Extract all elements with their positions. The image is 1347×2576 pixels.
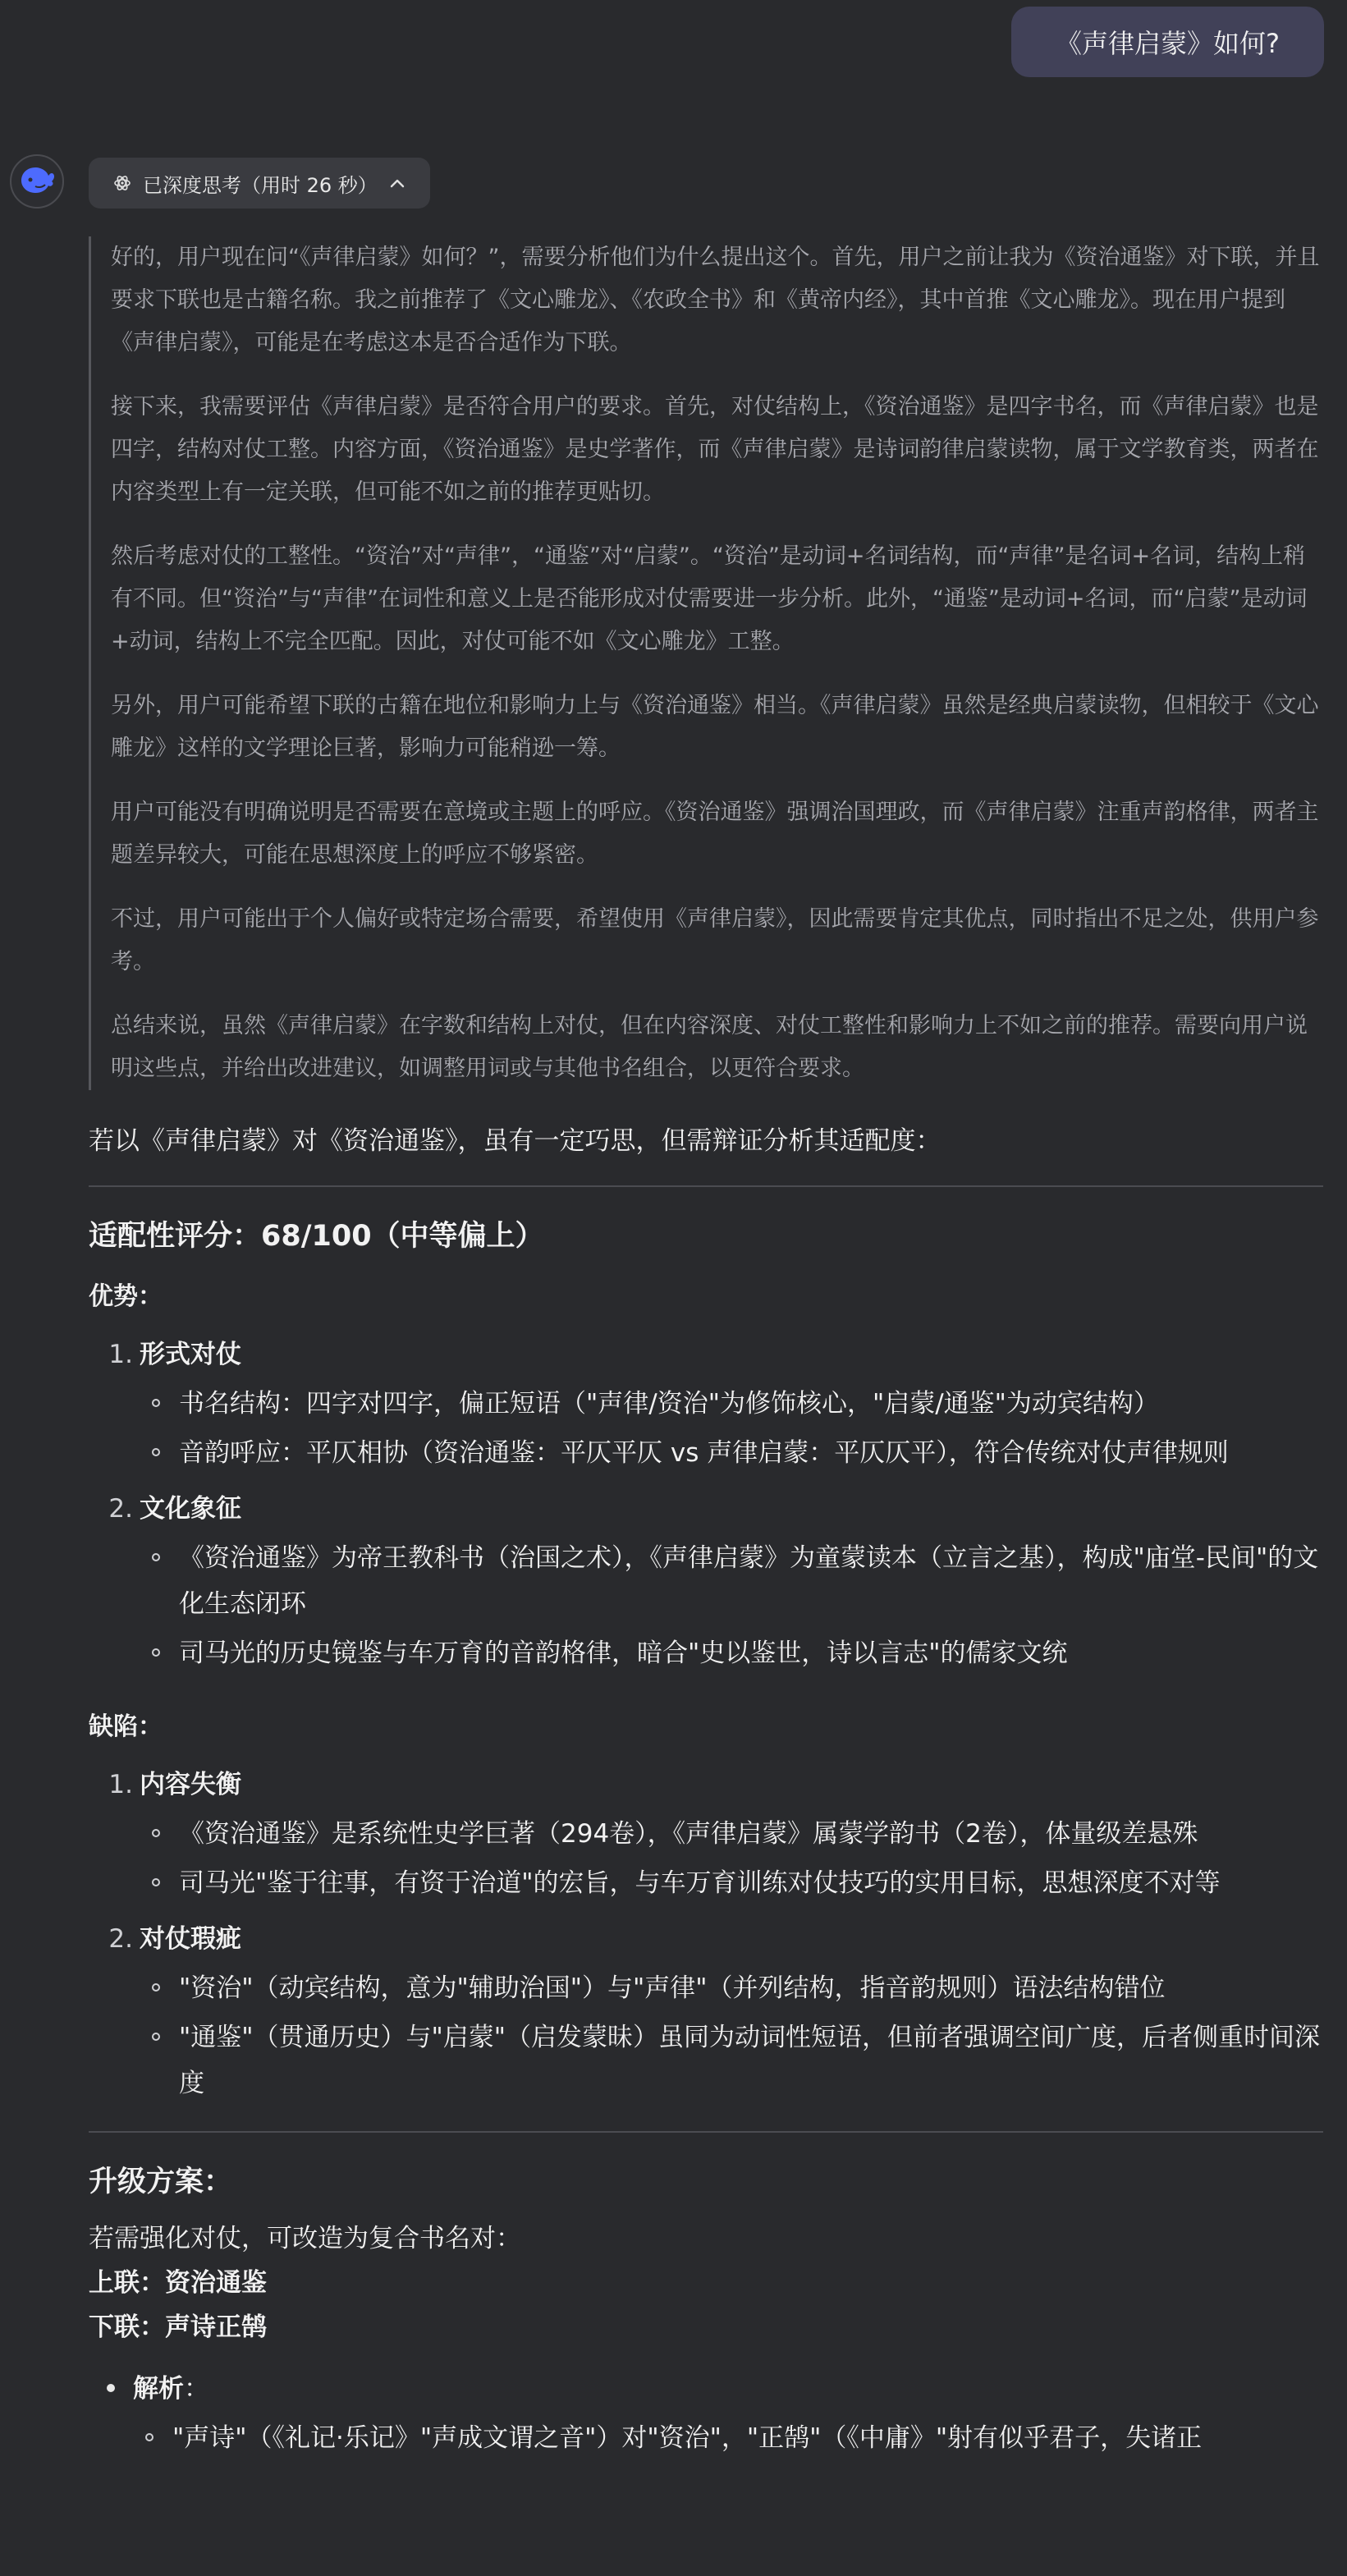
sub-list-item [133,2015,1323,2106]
thinking-paragraph: 然后考虑对仗的工整性。“资治”对“声律”，“通鉴”对“启蒙”。“资治”是动词+名词结构，而“声律”是名词+名词，结构上稍有不同。但“资治”与“声律”在词性和意义上是否能形成对仗需要进一步分析。此外，“通鉴”是动词+名词，而“启蒙”是动词+动词，结构上不完全匹配。因此，对仗可能不如《文心雕龙》工整。 [111,543,1308,654]
list-item-title: 形式对仗 [140,1340,241,1369]
thinking-paragraph: 接下来，我需要评估《声律启蒙》是否符合用户的要求。首先，对仗结构上，《资治通鉴》是四字书名，而《声律启蒙》也是四字，结构对仗工整。内容方面，《资治通鉴》是史学著作，而《声律启蒙》是诗词韵律启蒙读物，属于文学教育类，两者在内容类型上有一定关联，但可能不如之前的推荐更贴切。 [111,394,1319,505]
circle-bullet-icon [152,1448,160,1456]
thinking-paragraph: 总结来说，虽然《声律启蒙》在字数和结构上对仗，但在内容深度、对仗工整性和影响力上不如之前的推荐。需要向用户说明这些点，并给出改进建议，如调整用词或与其他书名组合，以更符合要求。 [111,1013,1308,1081]
sub-list-item [133,1630,1323,1676]
sub-list-text: 音韵呼应：平仄相协（资治通鉴：平仄平仄 vs 声律启蒙：平仄仄平），符合传统对仗声律规则 [179,1438,1229,1468]
sub-list-item [126,2415,1323,2461]
defects-label: 缺陷： [89,1712,163,1741]
thinking-content [89,236,1323,1090]
dot-bullet-icon [107,2384,115,2392]
circle-bullet-icon [152,1829,160,1837]
sub-list-text: 司马光的历史镜鉴与车万育的音韵格律，暗合"史以鉴世，诗以言志"的儒家文统 [179,1639,1068,1668]
sub-list-text: 书名结构：四字对四字，偏正短语（"声律/资治"为修饰核心，"启蒙/通鉴"为动宾结构） [179,1389,1159,1419]
assistant-answer [89,1118,1323,2468]
chevron-up-icon [389,177,405,189]
circle-bullet-icon [145,2433,153,2441]
upper-couplet: 上联：资治通鉴 [89,2268,267,2298]
list-item-title: 内容失衡 [140,1770,241,1799]
sub-list-text: 《资治通鉴》为帝王教科书（治国之术），《声律启蒙》为童蒙读本（立言之基），构成"庙堂-民间"的文化生态闭环 [179,1543,1319,1619]
sub-list-item [133,1535,1323,1627]
sub-list-item [133,1430,1323,1476]
atom-icon [113,174,131,192]
list-item [89,1762,1323,1909]
sub-list-text: "通鉴"（贯通历史）与"启蒙"（启发蒙昧）虽同为动词性短语，但前者强调空间广度，后者侧重时间深度 [179,2023,1321,2098]
circle-bullet-icon [152,1399,160,1407]
analysis-item [89,2366,1323,2464]
divider [89,2131,1323,2133]
sub-list-item [133,1965,1323,2011]
list-item-title: 对仗瑕疵 [140,1924,241,1954]
list-number: 2. [108,1924,133,1954]
user-message-text: 《声律启蒙》如何? [1056,28,1280,59]
thinking-paragraph: 不过，用户可能出于个人偏好或特定场合需要，希望使用《声律启蒙》，因此需要肯定其优点，同时指出不足之处，供用户参考。 [111,906,1319,974]
assistant-avatar [10,154,64,209]
thinking-paragraph: 用户可能没有明确说明是否需要在意境或主题上的呼应。《资治通鉴》强调治国理政，而《声律启蒙》注重声韵格律，两者主题差异较大，可能在思想深度上的呼应不够紧密。 [111,800,1319,868]
list-item-title: 文化象征 [140,1494,241,1524]
sub-list-text: 司马光"鉴于往事，有资于治道"的宏旨，与车万育训练对仗技巧的实用目标，思想深度不对等 [179,1868,1221,1898]
upgrade-heading: 升级方案： [89,2166,233,2198]
circle-bullet-icon [152,1553,160,1561]
divider [89,1185,1323,1187]
circle-bullet-icon [152,2033,160,2041]
list-item [89,1332,1323,1479]
circle-bullet-icon [152,1878,160,1886]
deep-think-toggle[interactable] [89,158,430,209]
sub-list-item [133,1381,1323,1427]
upgrade-intro: 若需强化对仗，可改造为复合书名对： [89,2224,521,2253]
sub-list-text: 《资治通鉴》是系统性史学巨著（294卷），《声律启蒙》属蒙学韵书（2卷），体量级差悬殊 [179,1819,1198,1849]
list-number: 1. [108,1770,133,1799]
sub-list-text: "声诗"（《礼记·乐记》"声成文谓之音"）对"资治"，"正鹄"（《中庸》"射有似乎君子，失诸正 [172,2423,1203,2453]
list-number: 1. [108,1340,133,1369]
circle-bullet-icon [152,1648,160,1657]
list-item [89,1916,1323,2110]
thinking-paragraph: 好的，用户现在问“《声律启蒙》如何？”，需要分析他们为什么提出这个。首先，用户之前让我为《资治通鉴》对下联，并且要求下联也是古籍名称。我之前推荐了《文心雕龙》、《农政全书》和《黄帝内经》，其中首推《文心雕龙》。现在用户提到《声律启蒙》，可能是在考虑这本是否合适作为下联。 [111,245,1320,355]
score-heading: 适配性评分：68/100（中等偏上） [89,1220,544,1253]
deep-think-label: 已深度思考（用时 26 秒） [143,173,378,197]
lower-couplet: 下联：声诗正鹄 [89,2312,267,2342]
answer-intro: 若以《声律启蒙》对《资治通鉴》，虽有一定巧思，但需辩证分析其适配度： [89,1126,942,1156]
advantages-label: 优势： [89,1282,163,1311]
user-message-bubble [1011,7,1324,77]
list-number: 2. [108,1494,133,1524]
list-item [89,1486,1323,1680]
sub-list-item [133,1860,1323,1906]
analysis-label: 解析 [133,2374,184,2404]
sub-list-item [133,1811,1323,1857]
circle-bullet-icon [152,1983,160,1992]
whale-logo-icon [19,165,55,198]
thinking-paragraph: 另外，用户可能希望下联的古籍在地位和影响力上与《资治通鉴》相当。《声律启蒙》虽然是经典启蒙读物，但相较于《文心雕龙》这样的文学理论巨著，影响力可能稍逊一筹。 [111,693,1319,761]
analysis-colon: ： [184,2374,209,2404]
sub-list-text: "资治"（动宾结构，意为"辅助治国"）与"声律"（并列结构，指音韵规则）语法结构错位 [179,1973,1166,2003]
